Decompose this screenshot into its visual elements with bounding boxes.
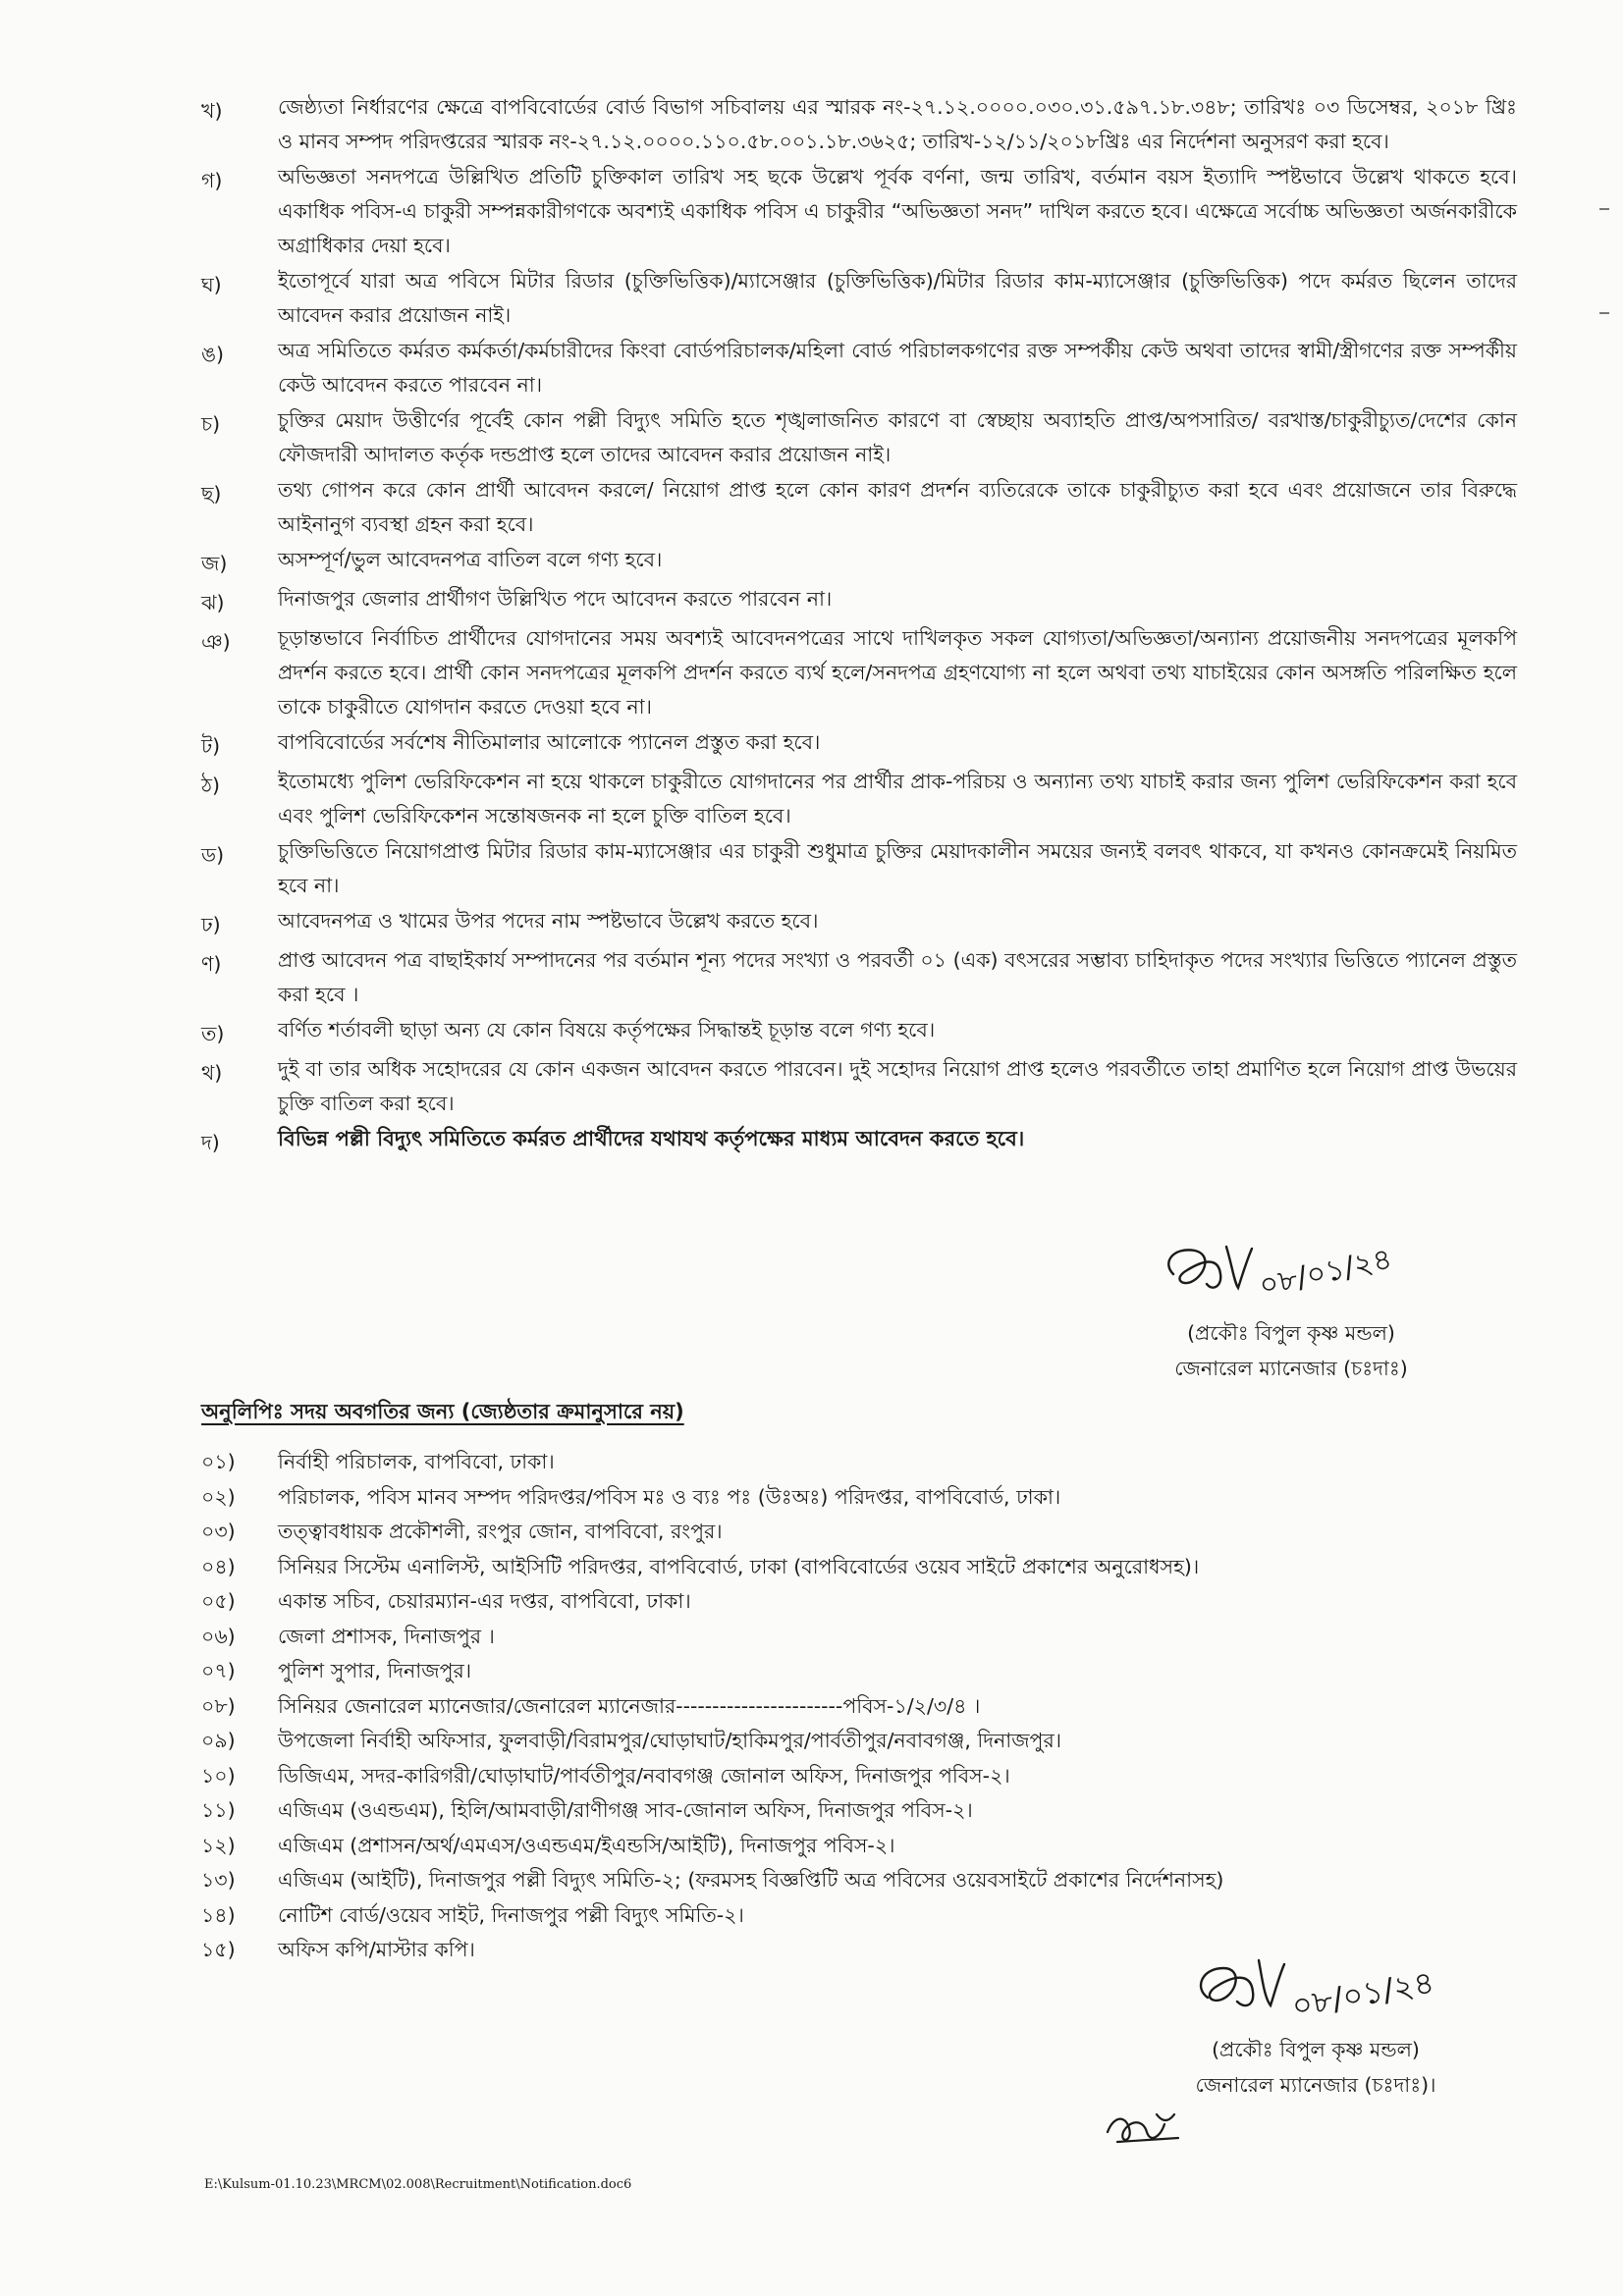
cc-recipient: জেলা প্রশাসক, দিনাজপুর । — [278, 1624, 495, 1648]
condition-text: ইতোপূর্বে যারা অত্র পবিসে মিটার রিডার (চুক্তিভিত্তিক)/ম্যাসেঞ্জার (চুক্তিভিত্তিক)/মিটার রিডার কাম-ম্যাসেঞ্জার (চুক্তিভিত্তিক) পদে কর্মরত ছিলেন তাদের আবেদন করার প্রয়োজন নাই। — [278, 269, 1517, 327]
file-path-footer: E:\Kulsum-01.10.23\MRCM\02.008\Recruitment\Notification.doc6 — [204, 2177, 632, 2192]
condition-item — [201, 1052, 1517, 1121]
condition-label: জ) — [201, 552, 228, 575]
cc-item — [201, 1480, 1517, 1516]
cc-number: ১৪) — [201, 1902, 236, 1927]
cc-recipient: তত্ত্বাবধায়ক প্রকৌশলী, রংপুর জোন, বাপবিবো, রংপুর। — [278, 1520, 723, 1543]
condition-text: জেষ্ঠ্যতা নির্ধারণের ক্ষেত্রে বাপবিবোর্ডের বোর্ড বিভাগ সচিবালয় এর স্মারক নং-২৭.১২.০০০০.০৩০.৩১.৫৯৭.১৮.৩৪৮; তারিখঃ ০৩ ডিসেম্বর, ২০১৮ খ্রিঃ ও মানব সম্পদ পরিদপ্তরের স্মারক নং-২৭.১২.০০০০.১১০.৫৮.০০১.১৮.৩৬২৫; তারিখ-১২/১১/২০১৮খ্রিঃ এর নির্দেশনা অনুসরণ করা হবে। — [278, 95, 1517, 153]
condition-text: চুক্তিভিত্তিতে নিয়োগপ্রাপ্ত মিটার রিডার কাম-ম্যাসেঞ্জার এর চাকুরী শুধুমাত্র চুক্তির মেয়াদকালীন সময়ের জন্যই বলবৎ থাকবে, যা কখনও কোনক্রমেই নিয়মিত হবে না। — [278, 839, 1517, 897]
cc-number: ১১) — [201, 1798, 236, 1822]
condition-item — [201, 943, 1517, 1012]
condition-item — [201, 765, 1517, 833]
condition-text: দিনাজপুর জেলার প্রার্থীগণ উল্লিখিত পদে আবেদন করতে পারবেন না। — [278, 587, 833, 611]
condition-label: ঠ) — [201, 774, 220, 797]
signature-date: ০৮/০১/২৪ — [1256, 1242, 1395, 1304]
signature-block-1 — [1129, 1227, 1453, 1386]
cc-item — [201, 1620, 1517, 1655]
cc-item — [201, 1793, 1517, 1829]
cc-number: ১৫) — [201, 1938, 236, 1961]
condition-label: ঝ) — [201, 591, 225, 614]
cc-number: ০৫) — [201, 1589, 236, 1613]
condition-item — [201, 582, 1517, 620]
binding-mark — [1599, 312, 1609, 314]
cc-recipient: পুলিশ সুপার, দিনাজপুর। — [278, 1659, 472, 1682]
handwritten-signature — [1168, 1939, 1463, 2032]
cc-number: ০৯) — [201, 1729, 236, 1752]
condition-label: ছ) — [201, 482, 222, 506]
cc-item — [201, 1898, 1517, 1934]
cc-item — [201, 1445, 1517, 1480]
cc-number: ০৭) — [201, 1659, 236, 1682]
cc-recipient: এজিএম (আইটি), দিনাজপুর পল্লী বিদ্যুৎ সমিতি-২; (ফরমসহ বিজ্ঞপ্তিটি অত্র পবিসের ওয়েবসাইটে প্রকাশের নির্দেশনাসহ) — [278, 1868, 1224, 1892]
cc-item — [201, 1689, 1517, 1725]
cc-recipient: ডিজিএম, সদর-কারিগরী/ঘোড়াঘাট/পার্বতীপুর/নবাবগঞ্জ জোনাল অফিস, দিনাজপুর পবিস-২। — [278, 1763, 1010, 1788]
cc-number: ০২) — [201, 1484, 236, 1509]
condition-label: খ) — [201, 99, 223, 123]
conditions-list — [201, 90, 1517, 1160]
condition-item — [201, 904, 1517, 942]
cc-item — [201, 1759, 1517, 1794]
condition-text: চূড়ান্তভাবে নির্বাচিত প্রার্থীদের যোগদানের সময় অবশ্যই আবেদনপত্রের সাথে দাখিলকৃত সকল যোগ্যতা/অভিজ্ঞতা/অন্যান্য প্রয়োজনীয় সনদপত্রের মূলকপি প্রদর্শন করতে হবে। প্রার্থী কোন সনদপত্রের মূলকপি প্রদর্শন করতে ব্যর্থ হলে/সনদপত্র গ্রহণযোগ্য না হলে অথবা তথ্য যাচাইয়ের কোন অসঙ্গতি পরিলক্ষিত হলে তাকে চাকুরীতে যোগদান করতে দেওয়া হবে না। — [278, 626, 1517, 719]
condition-text: তথ্য গোপন করে কোন প্রার্থী আবেদন করলে/ নিয়োগ প্রাপ্ত হলে কোন কারণ প্রদর্শন ব্যতিরেকে তাকে চাকুরীচ্যুত করা হবে এবং প্রয়োজনে তার বিরুদ্ধে আইনানুগ ব্যবস্থা গ্রহন করা হবে। — [278, 478, 1517, 536]
signature-block-2 — [1159, 1939, 1473, 2103]
cc-item — [201, 1515, 1517, 1550]
cc-recipient: সিনিয়র জেনারেল ম্যানেজার/জেনারেল ম্যানেজার-----------------------পবিস-১/২/৩/৪ । — [278, 1693, 981, 1718]
cc-recipient: এজিএম (প্রশাসন/অর্থ/এমএস/ওএন্ডএম/ইএন্ডসি/আইটি), দিনাজপুর পবিস-২। — [278, 1833, 895, 1857]
cc-recipient: সিনিয়র সিস্টেম এনালিস্ট, আইসিটি পরিদপ্তর, বাপবিবোর্ড, ঢাকা (বাপবিবোর্ডের ওয়েব সাইটে প্রকাশের অনুরোধসহ)। — [278, 1554, 1200, 1578]
condition-item — [201, 473, 1517, 542]
condition-label: ঙ) — [201, 343, 225, 366]
cc-item — [201, 1550, 1517, 1585]
cc-recipient: এজিএম (ওএন্ডএম), হিলি/আমবাড়ী/রাণীগঞ্জ সাব-জোনাল অফিস, দিনাজপুর পবিস-২। — [278, 1798, 973, 1822]
cc-recipient: পরিচালক, পবিস মানব সম্পদ পরিদপ্তর/পবিস মঃ ও ব্যঃ পঃ (উঃঅঃ) পরিদপ্তর, বাপবিবোর্ড, ঢাকা। — [278, 1484, 1061, 1509]
cc-list — [201, 1445, 1517, 1968]
cc-recipient: নির্বাহী পরিচালক, বাপবিবো, ঢাকা। — [278, 1450, 555, 1473]
condition-text: ইতোমধ্যে পুলিশ ভেরিফিকেশন না হয়ে থাকলে চাকুরীতে যোগদানের পর প্রার্থীর প্রাক-পরিচয় ও অন্যান্য তথ্য যাচাই করার জন্য পুলিশ ভেরিফিকেশন করা হবে এবং পুলিশ ভেরিফিকেশন সন্তোষজনক না হলে চুক্তি বাতিল হবে। — [278, 770, 1517, 828]
condition-label: ণ) — [201, 952, 222, 976]
cc-item — [201, 1724, 1517, 1759]
condition-item — [201, 543, 1517, 581]
cc-number: ১০) — [201, 1763, 236, 1788]
cc-item — [201, 1829, 1517, 1864]
condition-text: বাপবিবোর্ডের সর্বশেষ নীতিমালার আলোকে প্যানেল প্রস্তুত করা হবে। — [278, 730, 821, 754]
condition-item — [201, 621, 1517, 724]
cc-number: ১২) — [201, 1833, 236, 1857]
cc-recipient: নোটিশ বোর্ড/ওয়েব সাইট, দিনাজপুর পল্লী বিদ্যুৎ সমিতি-২। — [278, 1902, 744, 1927]
condition-item — [201, 264, 1517, 333]
condition-label: ট) — [201, 734, 221, 758]
condition-item — [201, 334, 1517, 402]
condition-label: ড) — [201, 843, 225, 867]
cc-item — [201, 1654, 1517, 1689]
cc-recipient: অফিস কপি/মাস্টার কপি। — [278, 1938, 475, 1961]
condition-label: ঞ) — [201, 630, 231, 654]
condition-label: থ) — [201, 1061, 223, 1085]
condition-item — [201, 1013, 1517, 1051]
initials-mark — [1100, 2103, 1188, 2152]
condition-text: আবেদনপত্র ও খামের উপর পদের নাম স্পষ্টভাবে উল্লেখ করতে হবে। — [278, 909, 819, 933]
cc-item — [201, 1584, 1517, 1620]
handwritten-signature — [1144, 1227, 1438, 1315]
condition-label: ত) — [201, 1022, 225, 1045]
condition-item — [201, 834, 1517, 903]
condition-label: চ) — [201, 412, 221, 436]
condition-label: ঘ) — [201, 273, 222, 296]
cc-number: ০৩) — [201, 1520, 236, 1543]
signatory-designation: জেনারেল ম্যানেজার (চঃদাঃ)। — [1195, 2073, 1436, 2097]
condition-item — [201, 725, 1517, 764]
cc-number: ০৪) — [201, 1554, 236, 1578]
condition-text: অত্র সমিতিতে কর্মরত কর্মকর্তা/কর্মচারীদের কিংবা বোর্ডপরিচালক/মহিলা বোর্ড পরিচালকগণের রক্ত সম্পর্কীয় কেউ অথবা তাদের স্বামী/স্ত্রীগণের রক্ত সম্পর্কীয় কেউ আবেদন করতে পারবেন না। — [278, 339, 1517, 397]
condition-item — [201, 403, 1517, 472]
condition-item — [201, 1122, 1517, 1160]
condition-label: গ) — [201, 169, 223, 192]
signatory-designation: জেনারেল ম্যানেজার (চঃদাঃ) — [1174, 1357, 1408, 1380]
cc-heading: অনুলিপিঃ সদয় অবগতির জন্য (জ্যেষ্ঠতার ক্রমানুসারে নয়) — [201, 1400, 684, 1423]
condition-text: বর্ণিত শর্তাবলী ছাড়া অন্য যে কোন বিষয়ে কর্তৃপক্ষের সিদ্ধান্তই চূড়ান্ত বলে গণ্য হবে। — [278, 1018, 936, 1041]
signature-date: ০৮/০১/২৪ — [1288, 1963, 1437, 2025]
cc-number: ০১) — [201, 1450, 236, 1473]
condition-text: প্রাপ্ত আবেদন পত্র বাছাইকার্য সম্পাদনের পর বর্তমান শূন্য পদের সংখ্যা ও পরবর্তী ০১ (এক) বৎসরের সম্ভাব্য চাহিদাকৃত পদের সংখ্যার ভিত্তিতে প্যানেল প্রস্তুত করা হবে । — [278, 948, 1517, 1006]
condition-text: বিভিন্ন পল্লী বিদ্যুৎ সমিতিতে কর্মরত প্রার্থীদের যথাযথ কর্তৃপক্ষের মাধ্যম আবেদন করতে হবে। — [278, 1127, 1025, 1150]
cc-number: ০৮) — [201, 1693, 236, 1718]
binding-mark — [1599, 208, 1609, 210]
condition-item — [201, 160, 1517, 263]
signatory-name: (প্রকৌঃ বিপুল কৃষ্ণ মন্ডল) — [1212, 2038, 1420, 2061]
condition-label: দ) — [201, 1131, 220, 1154]
condition-text: চুক্তির মেয়াদ উত্তীর্ণের পূর্বেই কোন পল্লী বিদ্যুৎ সমিতি হতে শৃঙ্খলাজনিত কারণে বা স্বেচ্ছায় অব্যাহতি প্রাপ্ত/অপসারিত/ বরখাস্ত/চাকুরীচ্যুত/দেশের কোন ফৌজদারী আদালত কর্তৃক দন্ডপ্রাপ্ত হলে তাদের আবেদন করার প্রয়োজন নাই। — [278, 408, 1517, 466]
cc-recipient: একান্ত সচিব, চেয়ারম্যান-এর দপ্তর, বাপবিবো, ঢাকা। — [278, 1589, 691, 1613]
signatory-name: (প্রকৌঃ বিপুল কৃষ্ণ মন্ডল) — [1187, 1321, 1395, 1345]
condition-text: দুই বা তার অধিক সহোদরের যে কোন একজন আবেদন করতে পারবেন। দুই সহোদর নিয়োগ প্রাপ্ত হলেও পরবর্তীতে তাহা প্রমাণিত হলে নিয়োগ প্রাপ্ত উভয়ের চুক্তি বাতিল করা হবে। — [278, 1057, 1517, 1115]
cc-number: ০৬) — [201, 1624, 236, 1648]
condition-item — [201, 90, 1517, 159]
condition-label: ঢ) — [201, 913, 221, 936]
cc-recipient: উপজেলা নির্বাহী অফিসার, ফুলবাড়ী/বিরামপুর/ঘোড়াঘাট/হাকিমপুর/পার্বতীপুর/নবাবগঞ্জ, দিনাজপুর। — [278, 1729, 1062, 1752]
condition-text: অসম্পূর্ণ/ভুল আবেদনপত্র বাতিল বলে গণ্য হবে। — [278, 548, 663, 571]
cc-number: ১৩) — [201, 1868, 236, 1892]
cc-item — [201, 1863, 1517, 1898]
condition-text: অভিজ্ঞতা সনদপত্রে উল্লিখিত প্রতিটি চুক্তিকাল তারিখ সহ ছকে উল্লেখ পূর্বক বর্ণনা, জন্ম তারিখ, বর্তমান বয়স ইত্যাদি স্পষ্টভাবে উল্লেখ থাকতে হবে। একাধিক পবিস-এ চাকুরী সম্পন্নকারীগণকে অবশ্যই একাধিক পবিস এ চাকুরীর “অভিজ্ঞতা সনদ” দাখিল করতে হবে। এক্ষেত্রে সর্বোচ্চ অভিজ্ঞতা অর্জনকারীকে অগ্রাধিকার দেয়া হবে। — [278, 165, 1517, 257]
